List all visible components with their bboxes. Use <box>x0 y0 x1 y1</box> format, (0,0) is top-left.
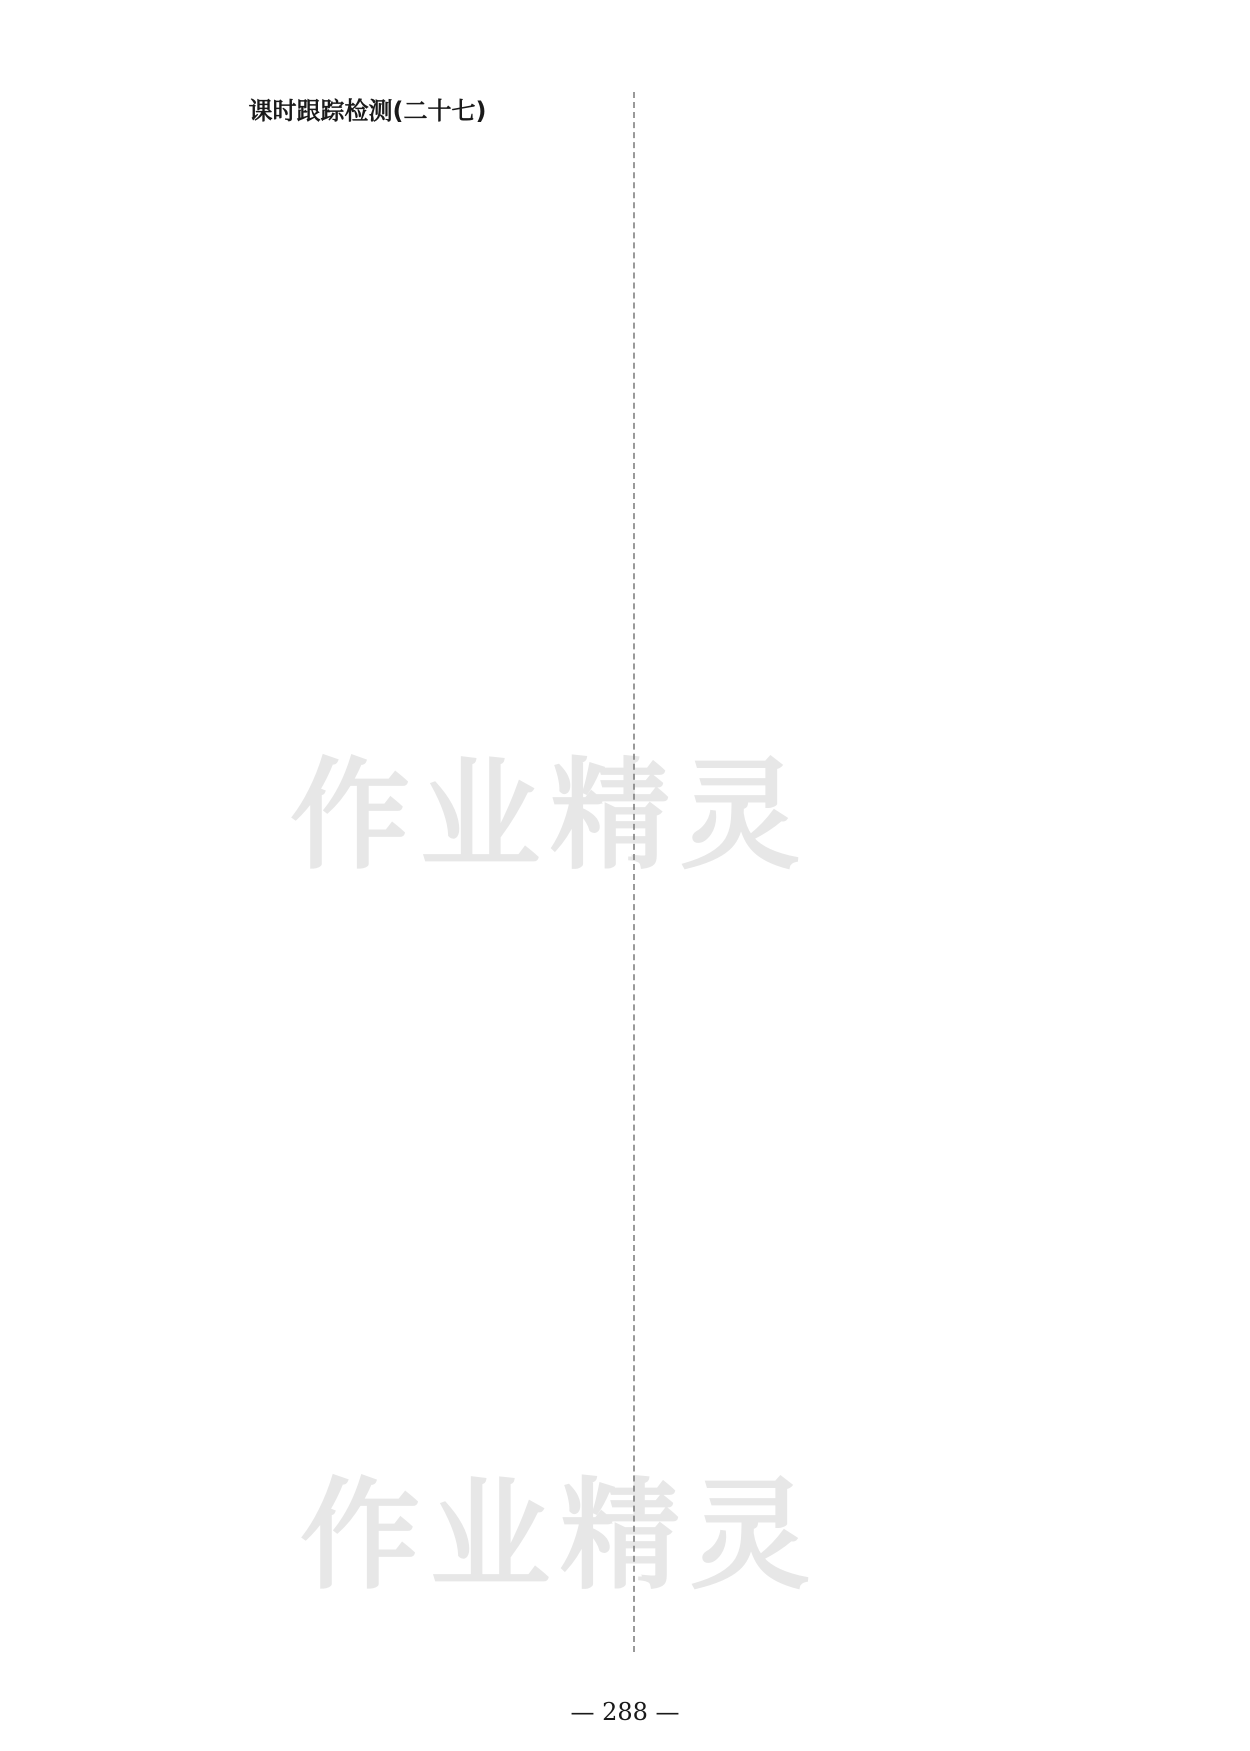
watermark: 作业精灵 <box>290 747 810 886</box>
section-title: 课时跟踪检测(二十七) <box>248 97 487 125</box>
column-divider <box>633 92 635 1652</box>
page-number: — 288 — <box>570 1698 680 1726</box>
left-column <box>105 92 630 131</box>
watermark: 作业精灵 <box>300 1467 820 1606</box>
